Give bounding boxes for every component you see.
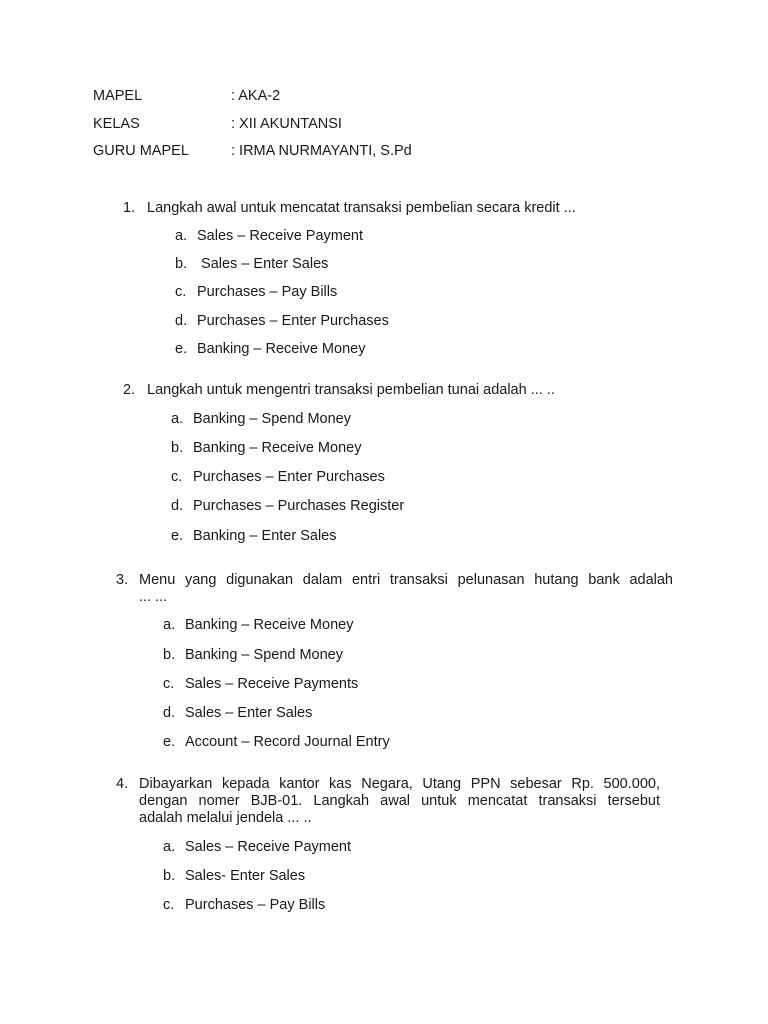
- question-text-line-2: dengan nomer BJB-01. Langkah awal untuk mencatat transaksi tersebut: [139, 793, 660, 809]
- kelas-label: KELAS: [93, 116, 140, 132]
- option-text: Banking – Spend Money: [193, 411, 351, 427]
- option-c: [175, 283, 337, 301]
- option-text: Purchases – Pay Bills: [197, 284, 338, 300]
- option-letter: c.: [163, 676, 175, 692]
- option-letter: b.: [163, 868, 176, 884]
- question-number: 1.: [123, 200, 136, 216]
- option-letter: c.: [171, 469, 183, 485]
- option-letter: b.: [163, 647, 176, 663]
- option-text: Sales- Enter Sales: [185, 868, 306, 884]
- option-b: [163, 867, 305, 885]
- question-text: Langkah awal untuk mencatat transaksi pembelian secara kredit ...: [147, 200, 576, 216]
- option-text: Purchases – Pay Bills: [185, 897, 326, 913]
- question-text-line-1: Menu yang digunakan dalam entri transaksi pelunasan hutang bank adalah: [139, 572, 673, 588]
- option-letter: c.: [175, 284, 187, 300]
- option-text: Sales – Enter Sales: [197, 256, 329, 272]
- option-e: [175, 340, 365, 358]
- option-text: Purchases – Enter Purchases: [193, 469, 385, 485]
- option-text: Banking – Receive Money: [185, 617, 354, 633]
- option-d: [163, 704, 312, 722]
- option-text: Banking – Spend Money: [185, 647, 343, 663]
- option-b: [175, 255, 328, 273]
- option-d: [171, 497, 404, 515]
- option-text: Sales – Receive Payment: [197, 228, 364, 244]
- mapel-value: : AKA-2: [231, 88, 281, 104]
- kelas-value: : XII AKUNTANSI: [231, 116, 342, 132]
- option-text: Sales – Receive Payments: [185, 676, 359, 692]
- option-letter: d.: [163, 705, 176, 721]
- question-text-line-2: ... ...: [139, 589, 168, 605]
- guru-label: GURU MAPEL: [93, 143, 189, 159]
- option-b: [171, 439, 361, 457]
- option-letter: c.: [163, 897, 175, 913]
- option-text: Sales – Enter Sales: [185, 705, 313, 721]
- option-letter: d.: [171, 498, 184, 514]
- option-c: [171, 468, 385, 486]
- option-a: [175, 227, 363, 245]
- option-a: [163, 616, 353, 634]
- question-text-line-3: adalah melalui jendela ... ..: [139, 810, 312, 826]
- option-text: Banking – Receive Money: [193, 440, 362, 456]
- option-letter: e.: [175, 341, 188, 357]
- option-letter: a.: [163, 839, 176, 855]
- option-a: [171, 410, 351, 428]
- option-e: [171, 527, 336, 545]
- option-letter: b.: [171, 440, 184, 456]
- option-c: [163, 675, 358, 693]
- mapel-label: MAPEL: [93, 88, 143, 104]
- option-letter: b.: [175, 256, 188, 272]
- option-letter: a.: [175, 228, 188, 244]
- option-letter: e.: [163, 734, 176, 750]
- question-text: Langkah untuk mengentri transaksi pembelian tunai adalah ... ..: [147, 382, 555, 398]
- option-text: Banking – Receive Money: [197, 341, 366, 357]
- question-number: 3.: [116, 572, 129, 588]
- option-c: [163, 896, 325, 914]
- option-text: Purchases – Purchases Register: [193, 498, 405, 514]
- question-number: 2.: [123, 382, 136, 398]
- option-e: [163, 733, 390, 751]
- option-letter: e.: [171, 528, 184, 544]
- question-number: 4.: [116, 776, 129, 792]
- question-text-line-1: Dibayarkan kepada kantor kas Negara, Utang PPN sebesar Rp. 500.000,: [139, 776, 660, 792]
- option-a: [163, 838, 351, 856]
- option-text: Sales – Receive Payment: [185, 839, 352, 855]
- option-text: Account – Record Journal Entry: [185, 734, 390, 750]
- option-d: [175, 312, 389, 330]
- option-text: Banking – Enter Sales: [193, 528, 337, 544]
- guru-value: : IRMA NURMAYANTI, S.Pd: [231, 143, 412, 159]
- option-letter: a.: [171, 411, 184, 427]
- option-letter: d.: [175, 313, 188, 329]
- option-text: Purchases – Enter Purchases: [197, 313, 389, 329]
- option-b: [163, 646, 343, 664]
- option-letter: a.: [163, 617, 176, 633]
